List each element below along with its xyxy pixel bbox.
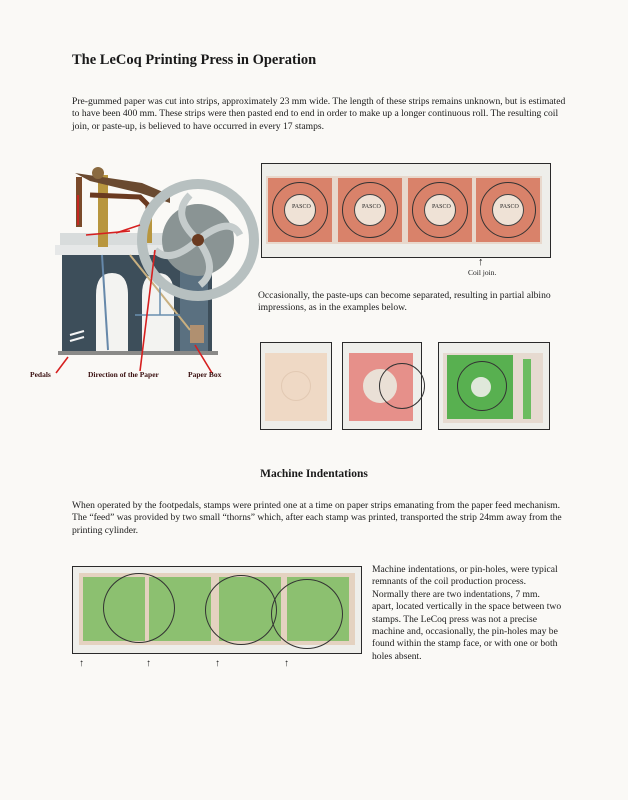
albino-stamp-frame	[260, 342, 332, 430]
cabinet-arch-left	[96, 273, 128, 351]
red-stamp-3	[408, 178, 472, 242]
rose-stamp-frame	[342, 342, 422, 430]
pin-hole-arrow-icon: ↑	[284, 658, 289, 669]
postmark	[103, 573, 175, 643]
albino-paragraph: Occasionally, the paste-ups can become separated, resulting in partial albino impressions, as in the examples below.	[258, 290, 551, 314]
rose-stamp	[349, 353, 413, 421]
postmark-text-1: PASCO	[292, 204, 311, 210]
postmark-text-3: PASCO	[432, 204, 451, 210]
section-heading-machine-indentations: Machine Indentations	[260, 468, 368, 480]
indentations-paragraph: When operated by the footpedals, stamps were printed one at a time on paper strips emanating from the paper feed mechanism. The “feed” was provided by two small “thorns” which, after each stamp was printed, transported the strip 24mm away from the printing cylinder.	[72, 500, 562, 536]
postmark	[379, 363, 425, 409]
coil-join-label: Coil join.	[468, 268, 497, 277]
press-illustration	[30, 155, 260, 380]
label-direction-of-paper: Direction of the Paper	[88, 370, 159, 379]
press-base	[58, 351, 218, 355]
green-stamp-strip	[72, 566, 362, 654]
postmark	[205, 575, 277, 645]
red-stamp-1	[268, 178, 332, 242]
coil-join-arrow-icon: ↑	[478, 256, 484, 268]
pin-hole-arrow-icon: ↑	[215, 658, 220, 669]
postmark	[271, 579, 343, 649]
albino-stamp	[265, 353, 327, 421]
lecoq-press-diagram	[30, 155, 260, 380]
label-pedals: Pedals	[30, 370, 51, 379]
label-paper-box: Paper Box	[188, 370, 222, 379]
green-stamp-adjacent-margin	[523, 359, 531, 419]
red-stamp-strip	[261, 163, 551, 258]
green-stamp	[447, 355, 513, 419]
postmark-text-4: PASCO	[500, 204, 519, 210]
pin-holes-paragraph: Machine indentations, or pin-holes, were typical remnants of the coil production process. Normally there are two indentations, 7 mm. apart, located vertically in the space between two stamps. The LeCoq press was not a precise machine and, occasionally, the pin-holes may be found within the stamp face, or with one or both holes absent.	[372, 564, 562, 662]
red-stamp-2	[338, 178, 402, 242]
pin-hole-arrow-icon: ↑	[146, 658, 151, 669]
intro-paragraph: Pre-gummed paper was cut into strips, approximately 23 mm wide. The length of these strips remains unknown, but is estimated to have been 400 mm. These strips were then pasted end to end in order to make up a longer continuous roll. The resulting coil join, or paste-up, is believed to have occurred in every 17 stamps.	[72, 96, 566, 132]
pin-hole-arrow-icon: ↑	[79, 658, 84, 669]
green-stamp-frame	[438, 342, 550, 430]
paper-box	[190, 325, 204, 343]
red-stamp-4	[476, 178, 540, 242]
page-title: The LeCoq Printing Press in Operation	[72, 52, 317, 68]
postmark-text-2: PASCO	[362, 204, 381, 210]
brass-column	[98, 175, 108, 247]
